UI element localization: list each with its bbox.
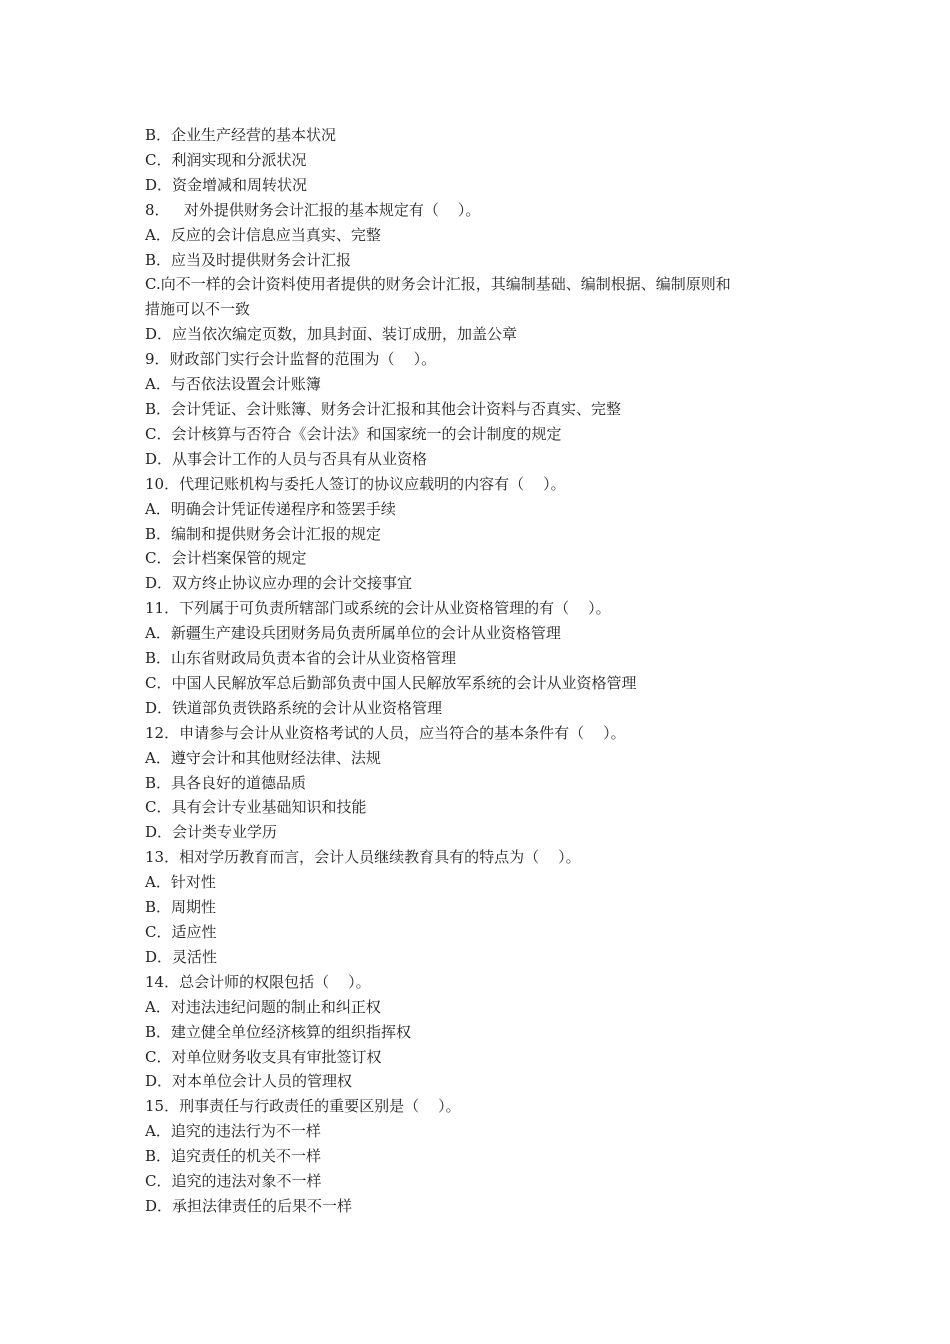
text-line: B．山东省财政局负责本省的会计从业资格管理 <box>145 649 457 668</box>
text-line: D．资金增减和周转状况 <box>145 175 308 194</box>
text-line: D．对本单位会计人员的管理权 <box>145 1072 353 1091</box>
text-line: C．会计核算与否符合《会计法》和国家统一的会计制度的规定 <box>145 424 562 443</box>
text-line: C．适应性 <box>145 923 217 941</box>
text-line: 8． 对外提供财务会计汇报的基本规定有（ ）。 <box>145 200 481 219</box>
text-line: B．应当及时提供财务会计汇报 <box>145 250 352 269</box>
text-line: A．追究的违法行为不一样 <box>145 1122 321 1141</box>
text-line: B．追究责任的机关不一样 <box>145 1147 322 1166</box>
text-line: A．新疆生产建设兵团财务局负责所属单位的会计从业资格管理 <box>145 624 561 643</box>
text-line: 14．总会计师的权限包括（ ）。 <box>145 972 371 991</box>
text-line: C．利润实现和分派状况 <box>145 150 307 169</box>
text-line: 措施可以不一致 <box>145 300 251 319</box>
text-line: B．企业生产经营的基本状况 <box>145 126 337 144</box>
text-line: B．会计凭证、会计账簿、财务会计汇报和其他会计资料与否真实、完整 <box>145 399 622 418</box>
text-line: D．双方终止协议应办理的会计交接事宜 <box>145 574 413 593</box>
text-line: C.向不一样的会计资料使用者提供的财务会计汇报，其编制基础、编制根据、编制原则和 <box>145 275 731 294</box>
text-line: A．遵守会计和其他财经法律、法规 <box>145 748 381 767</box>
text-line: 9．财政部门实行会计监督的范围为（ ）。 <box>145 350 437 369</box>
text-line: D．灵活性 <box>145 947 218 966</box>
text-line: D．应当依次编定页数，加具封面、装订成册，加盖公章 <box>145 325 518 344</box>
text-line: 12．申请参与会计从业资格考试的人员，应当符合的基本条件有（ ）。 <box>145 723 626 742</box>
text-line: C．追究的违法对象不一样 <box>145 1172 322 1191</box>
text-line: A．对违法违纪问题的制止和纠正权 <box>145 997 381 1016</box>
text-line: A．与否依法设置会计账簿 <box>145 375 321 394</box>
text-line: B．具各良好的道德品质 <box>145 773 307 792</box>
text-line: 13．相对学历教育而言，会计人员继续教育具有的特点为（ ）。 <box>145 848 581 867</box>
text-line: D．会计类专业学历 <box>145 823 278 842</box>
text-line: C．具有会计专业基础知识和技能 <box>145 798 367 817</box>
text-line: B．建立健全单位经济核算的组织指挥权 <box>145 1022 412 1041</box>
text-line: 15．刑事责任与行政责任的重要区别是（ ）。 <box>145 1097 461 1116</box>
text-line: D．承担法律责任的后果不一样 <box>145 1196 353 1215</box>
text-line: C．对单位财务收支具有审批签订权 <box>145 1047 382 1066</box>
text-line: A．针对性 <box>145 873 216 892</box>
text-line: D．铁道部负责铁路系统的会计从业资格管理 <box>145 698 443 717</box>
document-body <box>145 123 815 1219</box>
text-line: B．编制和提供财务会计汇报的规定 <box>145 524 382 543</box>
text-line: B．周期性 <box>145 898 217 917</box>
text-line: C．会计档案保管的规定 <box>145 549 307 568</box>
text-line: C．中国人民解放军总后勤部负责中国人民解放军系统的会计从业资格管理 <box>145 673 637 692</box>
text-line: 11．下列属于可负责所辖部门或系统的会计从业资格管理的有（ ）。 <box>145 599 611 618</box>
text-line: 10．代理记账机构与委托人签订的协议应载明的内容有（ ）。 <box>145 474 566 493</box>
text-line: D．从事会计工作的人员与否具有从业资格 <box>145 449 428 468</box>
text-line: A．明确会计凭证传递程序和签罢手续 <box>145 499 396 518</box>
text-line: A．反应的会计信息应当真实、完整 <box>145 225 381 244</box>
